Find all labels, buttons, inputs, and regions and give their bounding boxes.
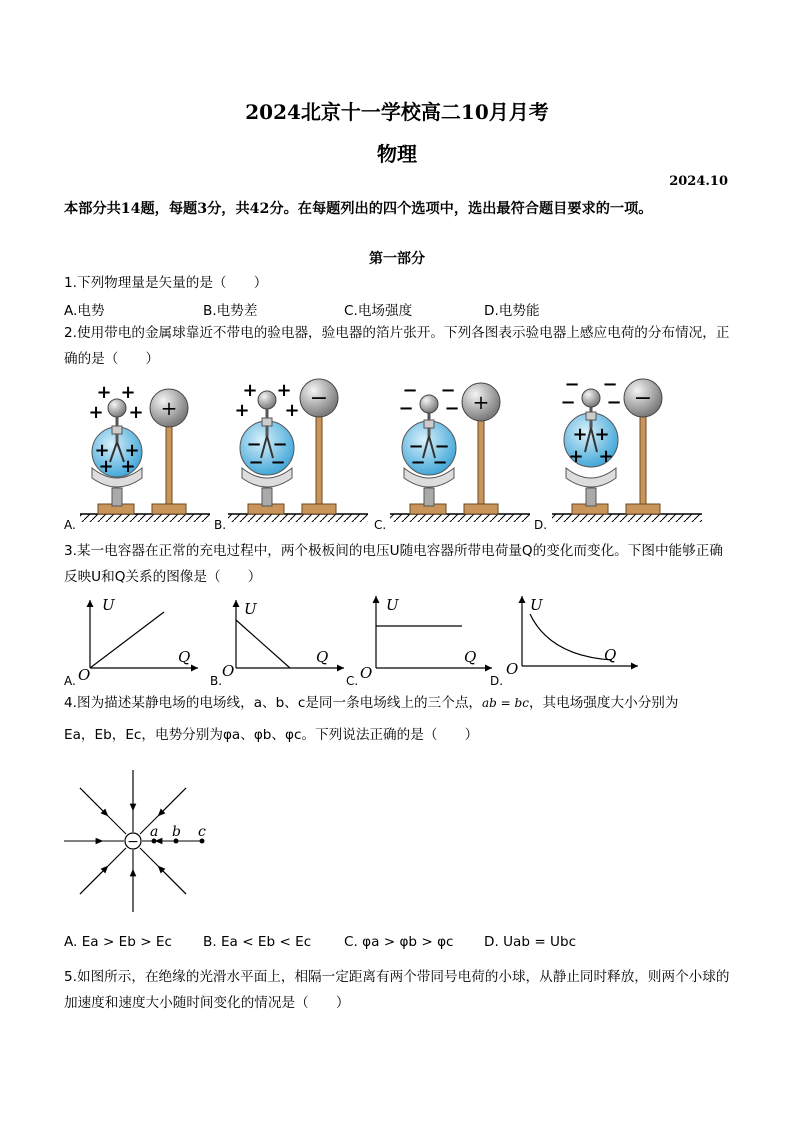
q4-option-c[interactable]: C. φa > φb > φc <box>344 934 454 950</box>
svg-text:b: b <box>172 824 181 840</box>
charged-sphere-sign: + <box>160 396 178 420</box>
q3-label-d[interactable]: D. <box>490 674 504 688</box>
q4-stem-part1: 4.图为描述某静电场的电场线，a、b、c是同一条电场线上的三个点， <box>64 695 483 711</box>
subject-title: 物理 <box>377 142 417 166</box>
svg-text:c: c <box>198 824 206 840</box>
q1-option-d[interactable]: D.电势能 <box>484 303 540 319</box>
svg-text:U: U <box>244 600 257 618</box>
svg-text:−: − <box>248 452 264 473</box>
svg-text:+: + <box>594 424 610 445</box>
svg-text:+: + <box>88 402 104 423</box>
electroscope-figures <box>60 376 740 536</box>
q4-stem-part2: ，其电场强度大小分别为 <box>528 695 679 711</box>
electroscope-figure-b[interactable] <box>228 379 368 522</box>
q1-option-b[interactable]: B.电势差 <box>203 303 258 319</box>
question-3-stem: 3.某一电容器在正常的充电过程中，两个极板间的电压U随电容器所带电荷量Q的变化而变化。下图中能够正确反映U和Q关系的图像是（ ） <box>64 543 723 585</box>
q4-option-d[interactable]: D. Uab = Ubc <box>484 934 577 950</box>
q2-label-b[interactable]: B. <box>214 518 227 532</box>
question-4-options <box>64 934 734 954</box>
svg-text:+: + <box>98 456 114 477</box>
svg-text:U: U <box>102 596 115 614</box>
page-title: 2024北京十一学校高二10月月考 <box>245 100 549 124</box>
q4-stem-equation: ab = bc <box>482 696 529 710</box>
q3-label-c[interactable]: C. <box>346 674 359 688</box>
question-2-stem: 2.使用带电的金属球靠近不带电的验电器，验电器的箔片张开。下列各图表示验电器上感应电荷的分布情况，正确的是（ ） <box>64 325 730 367</box>
electric-field-lines-diagram <box>60 766 230 916</box>
svg-text:+: + <box>242 380 258 401</box>
svg-text:+: + <box>120 382 136 403</box>
svg-text:−: − <box>309 386 329 411</box>
q2-label-a[interactable]: A. <box>64 518 76 532</box>
svg-text:O: O <box>506 660 519 678</box>
svg-text:+: + <box>276 380 292 401</box>
svg-text:−: − <box>127 834 139 850</box>
svg-text:+: + <box>96 382 112 403</box>
svg-text:−: − <box>246 434 262 455</box>
svg-text:+: + <box>94 440 110 461</box>
svg-text:−: − <box>602 376 618 395</box>
svg-text:−: − <box>440 380 456 401</box>
svg-text:+: + <box>120 456 136 477</box>
svg-text:O: O <box>78 666 91 684</box>
graph-a[interactable] <box>78 596 198 684</box>
question-4-stem <box>64 690 734 716</box>
q3-label-b[interactable]: B. <box>210 674 223 688</box>
uq-graphs <box>60 590 740 690</box>
svg-text:+: + <box>284 400 300 421</box>
electroscope-figure-c[interactable] <box>390 380 530 522</box>
electroscope-figure-d[interactable] <box>552 376 702 522</box>
q1-option-c[interactable]: C.电场强度 <box>344 303 413 319</box>
svg-text:−: − <box>410 452 426 473</box>
svg-text:Q: Q <box>178 648 191 666</box>
question-1-stem: 1.下列物理量是矢量的是（ ） <box>64 275 268 291</box>
svg-text:+: + <box>572 424 588 445</box>
svg-text:−: − <box>434 436 450 457</box>
svg-text:Q: Q <box>316 648 329 666</box>
question-1-options <box>64 299 734 319</box>
svg-text:−: − <box>560 392 576 413</box>
svg-text:−: − <box>408 436 424 457</box>
svg-text:−: − <box>606 392 622 413</box>
graph-d[interactable] <box>506 596 638 678</box>
exam-date: 2024.10 <box>669 174 728 189</box>
svg-text:+: + <box>234 400 250 421</box>
svg-text:O: O <box>222 662 235 680</box>
svg-text:−: − <box>564 376 580 395</box>
svg-text:−: − <box>402 380 418 401</box>
q4-option-a[interactable]: A. Ea > Eb > Ec <box>64 934 172 950</box>
svg-text:+: + <box>124 440 140 461</box>
svg-text:−: − <box>633 386 653 411</box>
svg-text:−: − <box>272 434 288 455</box>
svg-text:+: + <box>598 446 614 467</box>
q4-option-b[interactable]: B. Ea < Eb < Ec <box>203 934 312 950</box>
q2-label-d[interactable]: D. <box>534 518 548 532</box>
svg-text:Q: Q <box>604 646 617 664</box>
svg-text:−: − <box>444 398 460 419</box>
electroscope-figure-a[interactable] <box>80 382 210 522</box>
svg-text:−: − <box>432 452 448 473</box>
q3-label-a[interactable]: A. <box>64 674 76 688</box>
svg-text:O: O <box>360 664 373 682</box>
svg-text:+: + <box>128 402 144 423</box>
question-4-stem-line2: Ea，Eb，Ec，电势分别为φa、φb、φc。下列说法正确的是（ ） <box>64 727 479 743</box>
section-instructions: 本部分共14题，每题3分，共42分。在每题列出的四个选项中，选出最符合题目要求的一项。 <box>64 201 653 217</box>
svg-text:+: + <box>568 446 584 467</box>
svg-text:Q: Q <box>464 648 477 666</box>
svg-text:a: a <box>150 824 159 840</box>
svg-text:+: + <box>472 390 490 414</box>
graph-b[interactable] <box>222 600 344 680</box>
section-title: 第一部分 <box>369 251 425 267</box>
svg-text:U: U <box>530 596 543 614</box>
svg-text:−: − <box>270 452 286 473</box>
graph-c[interactable] <box>360 596 492 682</box>
q1-option-a[interactable]: A.电势 <box>64 303 105 319</box>
svg-text:U: U <box>386 596 399 614</box>
q2-label-c[interactable]: C. <box>374 518 387 532</box>
svg-text:−: − <box>398 398 414 419</box>
question-5-stem: 5.如图所示，在绝缘的光滑水平面上，相隔一定距离有两个带同号电荷的小球，从静止同时释放，则两个小球的加速度和速度大小随时间变化的情况是（ ） <box>64 969 730 1011</box>
